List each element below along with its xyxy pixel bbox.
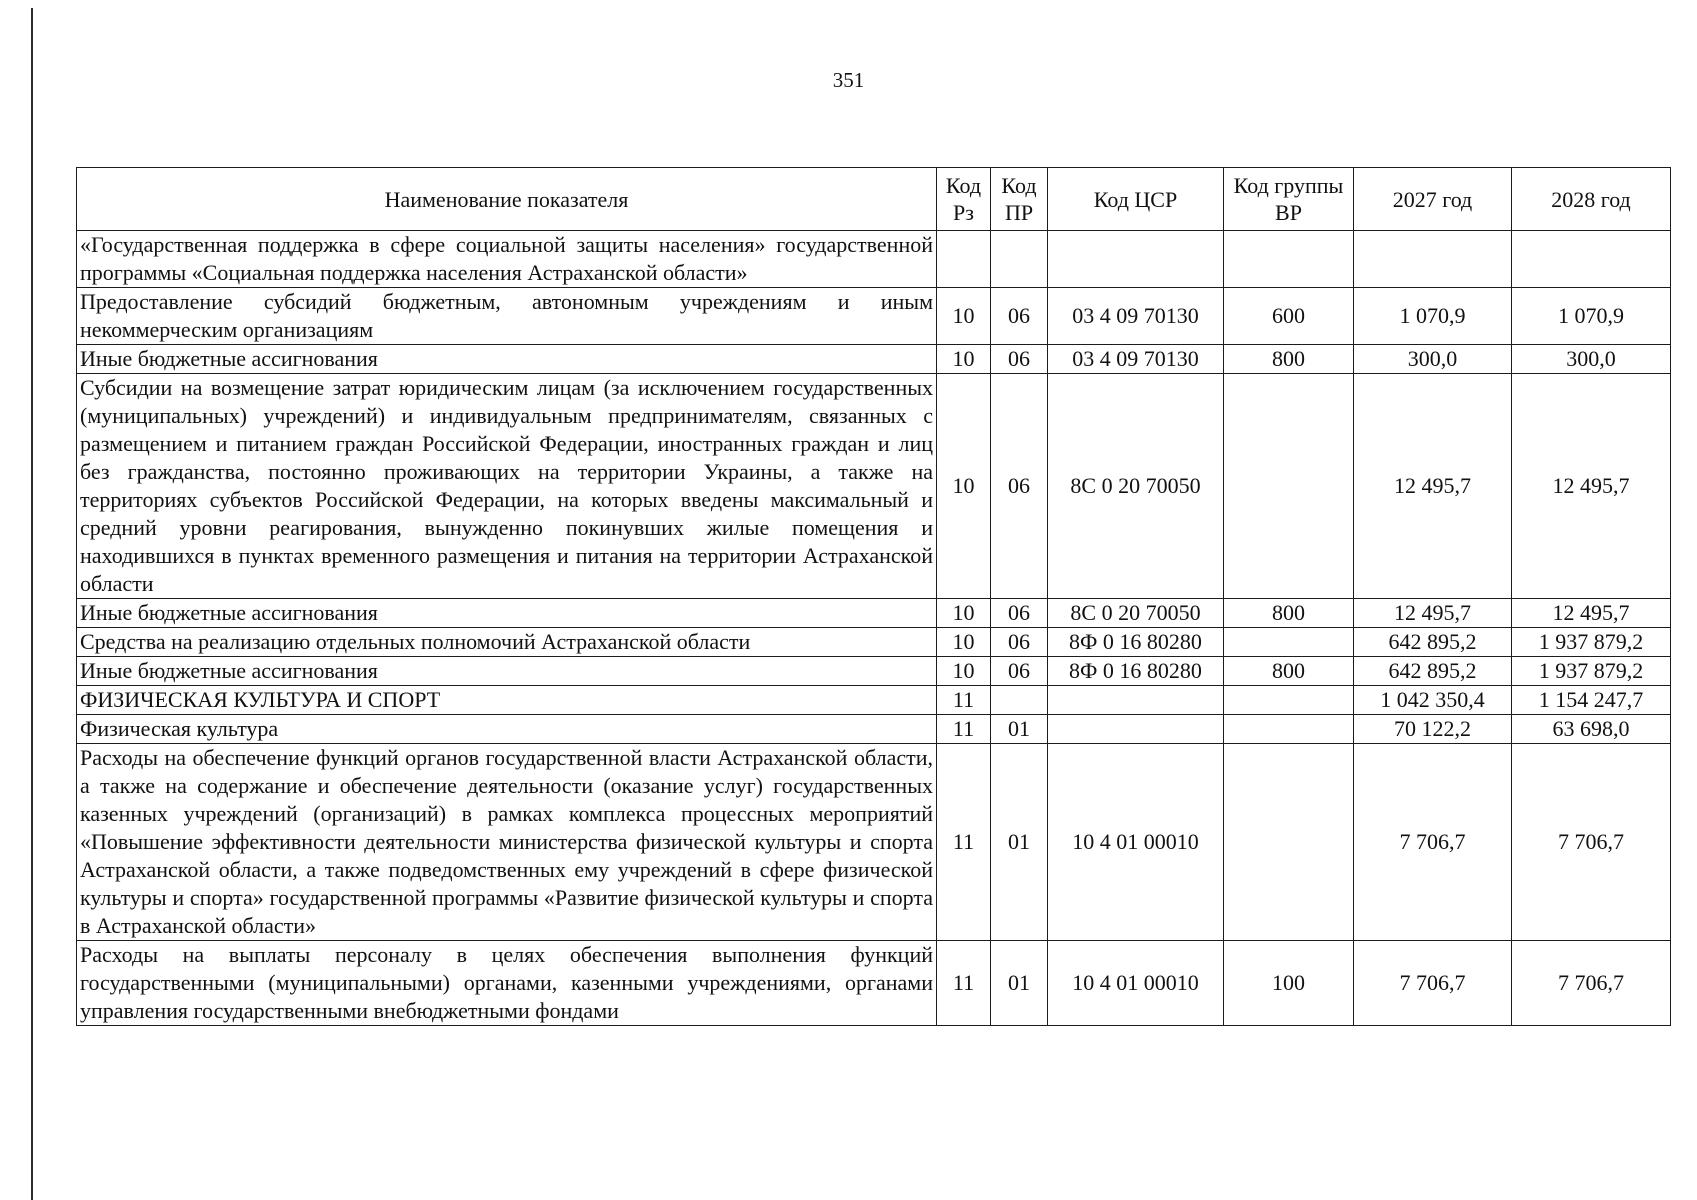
cell-rz: 10 xyxy=(937,628,991,657)
header-csr: Код ЦСР xyxy=(1048,168,1224,231)
cell-pr: 06 xyxy=(991,288,1048,345)
cell-vr xyxy=(1224,231,1354,288)
cell-vr: 800 xyxy=(1224,345,1354,374)
cell-csr: 8Ф 0 16 80280 xyxy=(1048,657,1224,686)
cell-pr: 01 xyxy=(991,715,1048,744)
cell-2027 xyxy=(1354,231,1512,288)
cell-rz: 10 xyxy=(937,599,991,628)
cell-pr: 06 xyxy=(991,599,1048,628)
cell-2028: 1 937 879,2 xyxy=(1512,628,1671,657)
table-row xyxy=(77,715,1671,744)
cell-vr xyxy=(1224,715,1354,744)
cell-pr: 01 xyxy=(991,941,1048,1026)
cell-pr: 06 xyxy=(991,628,1048,657)
table-row xyxy=(77,599,1671,628)
cell-csr: 8С 0 20 70050 xyxy=(1048,599,1224,628)
cell-csr: 10 4 01 00010 xyxy=(1048,941,1224,1026)
cell-2028: 12 495,7 xyxy=(1512,374,1671,599)
cell-vr: 600 xyxy=(1224,288,1354,345)
header-2028: 2028 год xyxy=(1512,168,1671,231)
header-rz: Код Рз xyxy=(937,168,991,231)
cell-name: ФИЗИЧЕСКАЯ КУЛЬТУРА И СПОРТ xyxy=(77,686,937,715)
cell-rz: 10 xyxy=(937,288,991,345)
cell-rz: 10 xyxy=(937,657,991,686)
cell-2028: 1 937 879,2 xyxy=(1512,657,1671,686)
cell-2028: 1 070,9 xyxy=(1512,288,1671,345)
table-row xyxy=(77,374,1671,599)
table-row xyxy=(77,686,1671,715)
cell-rz: 11 xyxy=(937,686,991,715)
cell-2027: 642 895,2 xyxy=(1354,657,1512,686)
cell-name: Средства на реализацию отдельных полномочий Астраханской области xyxy=(77,628,937,657)
cell-name: Иные бюджетные ассигнования xyxy=(77,657,937,686)
cell-name: Иные бюджетные ассигнования xyxy=(77,599,937,628)
cell-2028: 7 706,7 xyxy=(1512,744,1671,941)
cell-name: Физическая культура xyxy=(77,715,937,744)
cell-csr: 8С 0 20 70050 xyxy=(1048,374,1224,599)
cell-pr: 06 xyxy=(991,657,1048,686)
cell-2028: 63 698,0 xyxy=(1512,715,1671,744)
table-row xyxy=(77,941,1671,1026)
table-row xyxy=(77,288,1671,345)
header-pr: Код ПР xyxy=(991,168,1048,231)
cell-name: Расходы на выплаты персоналу в целях обеспечения выполнения функций государственными (муниципальными) органами, казенными учреждениями, органами управления государственными внебюджетными фондами xyxy=(77,941,937,1026)
cell-2028: 1 154 247,7 xyxy=(1512,686,1671,715)
cell-vr: 800 xyxy=(1224,657,1354,686)
cell-2028: 12 495,7 xyxy=(1512,599,1671,628)
cell-2027: 1 042 350,4 xyxy=(1354,686,1512,715)
cell-2027: 70 122,2 xyxy=(1354,715,1512,744)
cell-2028: 7 706,7 xyxy=(1512,941,1671,1026)
cell-vr xyxy=(1224,628,1354,657)
cell-2028: 300,0 xyxy=(1512,345,1671,374)
cell-pr xyxy=(991,686,1048,715)
table-header-row xyxy=(77,168,1671,231)
cell-name: Расходы на обеспечение функций органов государственной власти Астраханской области, а также на содержание и обеспечение деятельности (оказание услуг) государственных казенных учреждений (организаций) в рамках комплекса процессных мероприятий «Повышение эффективности деятельности министерства физической культуры и спорта Астраханской области, а также подведомственных ему учреждений в сфере физической культуры и спорта» государственной программы «Развитие физической культуры и спорта в Астраханской области» xyxy=(77,744,937,941)
table-row xyxy=(77,744,1671,941)
table-row xyxy=(77,345,1671,374)
cell-rz: 10 xyxy=(937,374,991,599)
cell-vr: 100 xyxy=(1224,941,1354,1026)
table-row xyxy=(77,657,1671,686)
cell-rz: 11 xyxy=(937,941,991,1026)
cell-2027: 12 495,7 xyxy=(1354,374,1512,599)
cell-pr xyxy=(991,231,1048,288)
header-name: Наименование показателя xyxy=(77,168,937,231)
binding-line xyxy=(31,8,33,1200)
page-number: 351 xyxy=(832,68,865,92)
cell-pr: 06 xyxy=(991,374,1048,599)
table-row xyxy=(77,628,1671,657)
cell-csr: 8Ф 0 16 80280 xyxy=(1048,628,1224,657)
cell-vr: 800 xyxy=(1224,599,1354,628)
cell-name: Иные бюджетные ассигнования xyxy=(77,345,937,374)
cell-name: Предоставление субсидий бюджетным, автономным учреждениям и иным некоммерческим организациям xyxy=(77,288,937,345)
cell-name: Субсидии на возмещение затрат юридическим лицам (за исключением государственных (муниципальных) учреждений) и индивидуальным предпринимателям, связанных с размещением и питанием граждан Российской Федерации, иностранных граждан и лиц без гражданства, постоянно проживающих на территории Украины, а также на территориях субъектов Российской Федерации, на которых введены максимальный и средний уровни реагирования, вынужденно покинувших жилые помещения и находившихся в пунктах временного размещения и питания на территории Астраханской области xyxy=(77,374,937,599)
cell-csr xyxy=(1048,686,1224,715)
cell-pr: 01 xyxy=(991,744,1048,941)
budget-table xyxy=(76,167,1671,1026)
cell-rz: 11 xyxy=(937,715,991,744)
cell-rz xyxy=(937,231,991,288)
table-row xyxy=(77,231,1671,288)
cell-2027: 1 070,9 xyxy=(1354,288,1512,345)
cell-2027: 7 706,7 xyxy=(1354,744,1512,941)
header-vr: Код группы ВР xyxy=(1224,168,1354,231)
cell-csr xyxy=(1048,715,1224,744)
cell-csr xyxy=(1048,231,1224,288)
cell-vr xyxy=(1224,374,1354,599)
cell-csr: 03 4 09 70130 xyxy=(1048,345,1224,374)
cell-2028 xyxy=(1512,231,1671,288)
cell-rz: 10 xyxy=(937,345,991,374)
cell-name: «Государственная поддержка в сфере социальной защиты населения» государственной программы «Социальная поддержка населения Астраханской области» xyxy=(77,231,937,288)
cell-2027: 642 895,2 xyxy=(1354,628,1512,657)
cell-pr: 06 xyxy=(991,345,1048,374)
header-2027: 2027 год xyxy=(1354,168,1512,231)
cell-csr: 10 4 01 00010 xyxy=(1048,744,1224,941)
cell-2027: 300,0 xyxy=(1354,345,1512,374)
cell-vr xyxy=(1224,744,1354,941)
cell-csr: 03 4 09 70130 xyxy=(1048,288,1224,345)
cell-vr xyxy=(1224,686,1354,715)
cell-2027: 12 495,7 xyxy=(1354,599,1512,628)
cell-rz: 11 xyxy=(937,744,991,941)
cell-2027: 7 706,7 xyxy=(1354,941,1512,1026)
